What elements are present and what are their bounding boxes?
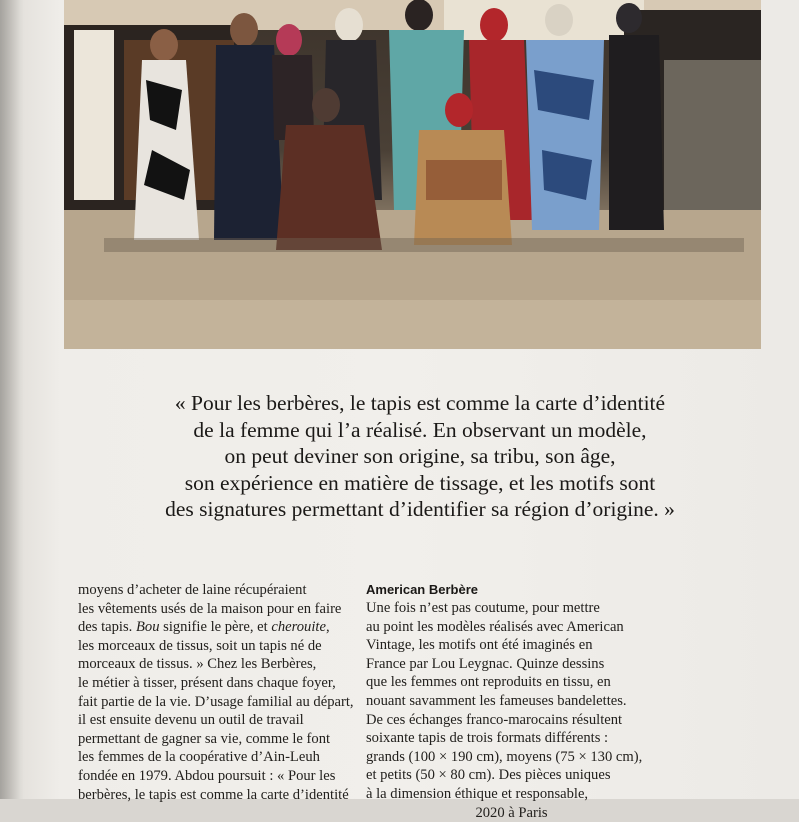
photo-illustration bbox=[64, 0, 761, 349]
cooperative-photo bbox=[64, 0, 761, 349]
body-line: moyens d’acheter de laine récupéraient bbox=[78, 582, 307, 598]
pull-quote-line: on peut deviner son origine, sa tribu, son âge, bbox=[224, 444, 616, 468]
body-line: au point les modèles réalisés avec American bbox=[366, 618, 624, 635]
page-gutter-shadow bbox=[0, 0, 24, 799]
body-line: fait partie de la vie. D’usage familial au départ, bbox=[78, 693, 354, 710]
body-line: France par Lou Leygnac. Quinze dessins bbox=[366, 655, 605, 672]
body-line: les morceaux de tissus, soit un tapis né de bbox=[78, 637, 322, 654]
body-fragment: des tapis. bbox=[78, 619, 133, 636]
body-line: les femmes de la coopérative d’Ain-Leuh bbox=[78, 749, 320, 766]
italic-term-cherouite: cherouite bbox=[271, 619, 326, 636]
right-column-text bbox=[366, 581, 666, 822]
pull-quote-line: son expérience en matière de tissage, et les motifs sont bbox=[184, 470, 656, 495]
section-heading: American Berbère bbox=[366, 582, 478, 597]
body-fragment: signifie le père, et bbox=[163, 619, 268, 636]
pull-quote-line: de la femme qui l’a réalisé. En observant un modèle, bbox=[193, 417, 647, 442]
body-line: soixante tapis de trois formats différents : bbox=[366, 730, 609, 747]
body-line: le métier à tisser, présent dans chaque foyer, bbox=[78, 674, 336, 691]
body-line: et petits (50 × 80 cm). Des pièces uniques bbox=[366, 767, 611, 784]
body-line: Une fois n’est pas coutume, pour mettre bbox=[366, 600, 600, 616]
body-line: grands (100 × 190 cm), moyens (75 × 130 cm), bbox=[366, 748, 643, 765]
body-line: morceaux de tissus. » Chez les Berbères, bbox=[78, 656, 317, 673]
body-line: De ces échanges franco-marocains résultent bbox=[366, 711, 623, 728]
italic-term-bou: Bou bbox=[135, 619, 160, 636]
body-line-mixed bbox=[78, 618, 358, 637]
pull-quote-line: des signatures permettant d’identifier sa région d’origine. » bbox=[165, 497, 675, 521]
body-line: nouant savamment les fameuses bandelettes. bbox=[366, 692, 627, 709]
body-line: que les femmes ont reproduits en tissu, en bbox=[366, 674, 611, 691]
body-line: permettant de gagner sa vie, comme le font bbox=[78, 730, 331, 747]
body-line: il est ensuite devenu un outil de travail bbox=[78, 712, 304, 729]
body-line: berbères, le tapis est comme la carte d’identité bbox=[78, 786, 349, 803]
pull-quote-line: « Pour les berbères, le tapis est comme la carte d’identité bbox=[174, 391, 666, 415]
body-line: à la dimension éthique et responsable, bbox=[366, 785, 589, 802]
body-line: fondée en 1979. Abdou poursuit : « Pour les bbox=[78, 767, 336, 784]
body-line: les vêtements usés de la maison pour en faire bbox=[78, 600, 342, 617]
body-fragment: , bbox=[325, 619, 330, 636]
body-line-cutoff: 2020 à Paris bbox=[366, 804, 548, 821]
pull-quote bbox=[120, 390, 720, 523]
left-column-text bbox=[78, 581, 358, 804]
body-line: Vintage, les motifs ont été imaginés en bbox=[366, 637, 593, 654]
